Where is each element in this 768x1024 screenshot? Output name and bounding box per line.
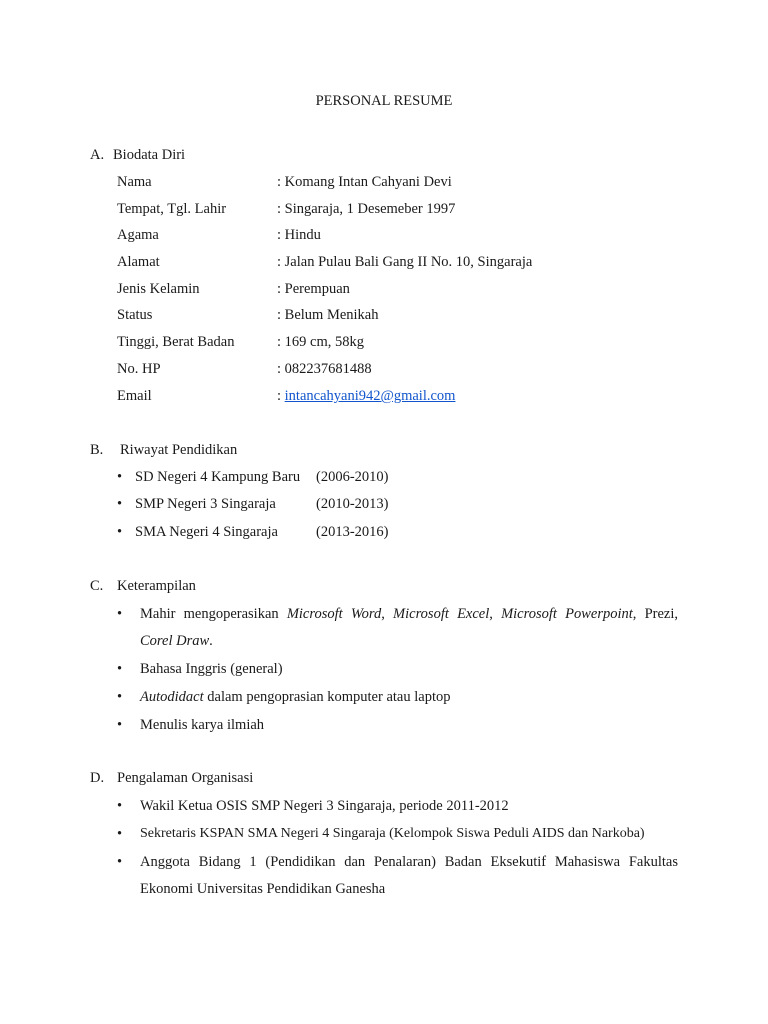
bullet-icon: • <box>117 496 123 512</box>
school-years: (2006-2010) <box>316 469 389 485</box>
bullet-icon: • <box>117 798 123 814</box>
bullet-icon: • <box>117 717 123 733</box>
biodata-value: : 082237681488 <box>277 361 372 377</box>
bullet-icon: • <box>117 606 123 622</box>
biodata-value: : Belum Menikah <box>277 307 379 323</box>
section-c-letter: C. <box>90 578 104 594</box>
bullet-icon: • <box>117 524 123 540</box>
biodata-label: Nama <box>117 174 152 190</box>
biodata-value: : Komang Intan Cahyani Devi <box>277 174 452 190</box>
biodata-value: : Perempuan <box>277 281 350 297</box>
bullet-icon: • <box>117 689 123 705</box>
school-years: (2013-2016) <box>316 524 389 540</box>
biodata-value: : 169 cm, 58kg <box>277 334 364 350</box>
org-item: Wakil Ketua OSIS SMP Negeri 3 Singaraja, periode 2011-2012 <box>140 798 509 814</box>
section-a-letter: A. <box>90 147 105 163</box>
school-name: SMA Negeri 4 Singaraja <box>135 524 278 540</box>
page-title: PERSONAL RESUME <box>315 93 453 109</box>
school-name: SMP Negeri 3 Singaraja <box>135 496 276 512</box>
biodata-label: Status <box>117 307 153 323</box>
biodata-label: Tempat, Tgl. Lahir <box>117 201 227 217</box>
skill-item-autodidact: Autodidact dalam pengoprasian komputer atau laptop <box>140 689 451 705</box>
biodata-value: : Singaraja, 1 Desemeber 1997 <box>277 201 456 217</box>
school-name: SD Negeri 4 Kampung Baru <box>135 469 301 485</box>
biodata-label: Agama <box>117 227 159 243</box>
bullet-icon: • <box>117 469 123 485</box>
email-link[interactable]: intancahyani942@gmail.com <box>284 388 456 404</box>
email-value <box>277 387 455 405</box>
biodata-label: Tinggi, Berat Badan <box>117 334 235 350</box>
biodata-label: Email <box>117 388 152 404</box>
biodata-label: Alamat <box>117 254 160 270</box>
section-b-letter: B. <box>90 442 104 458</box>
email-prefix: : <box>277 388 285 404</box>
bullet-icon: • <box>117 854 123 870</box>
org-item: Sekretaris KSPAN SMA Negeri 4 Singaraja (Kelompok Siswa Peduli AIDS dan Narkoba) <box>140 826 645 841</box>
org-item: Anggota Bidang 1 (Pendidikan dan Penalaran) Badan Eksekutif Mahasiswa Fakultas <box>140 854 678 870</box>
biodata-label: No. HP <box>117 361 161 377</box>
bullet-icon: • <box>117 826 123 842</box>
school-years: (2010-2013) <box>316 496 389 512</box>
skill-item-writing: Menulis karya ilmiah <box>140 717 265 733</box>
bullet-icon: • <box>117 661 123 677</box>
section-d-letter: D. <box>90 770 105 786</box>
biodata-value: : Jalan Pulau Bali Gang II No. 10, Singaraja <box>277 254 533 270</box>
skill-item-software: Mahir mengoperasikan Microsoft Word, Microsoft Excel, Microsoft Powerpoint, Prezi, <box>140 606 679 622</box>
section-a-title: Biodata Diri <box>113 147 186 163</box>
org-item-cont: Ekonomi Universitas Pendidikan Ganesha <box>140 881 386 897</box>
skill-item-english: Bahasa Inggris (general) <box>140 661 283 677</box>
section-b-title: Riwayat Pendidikan <box>120 442 238 458</box>
section-d-title: Pengalaman Organisasi <box>117 770 254 786</box>
section-c-title: Keterampilan <box>117 578 196 594</box>
skill-item-software-cont: Corel Draw. <box>140 633 213 649</box>
biodata-label: Jenis Kelamin <box>117 281 200 297</box>
biodata-value: : Hindu <box>277 227 321 243</box>
